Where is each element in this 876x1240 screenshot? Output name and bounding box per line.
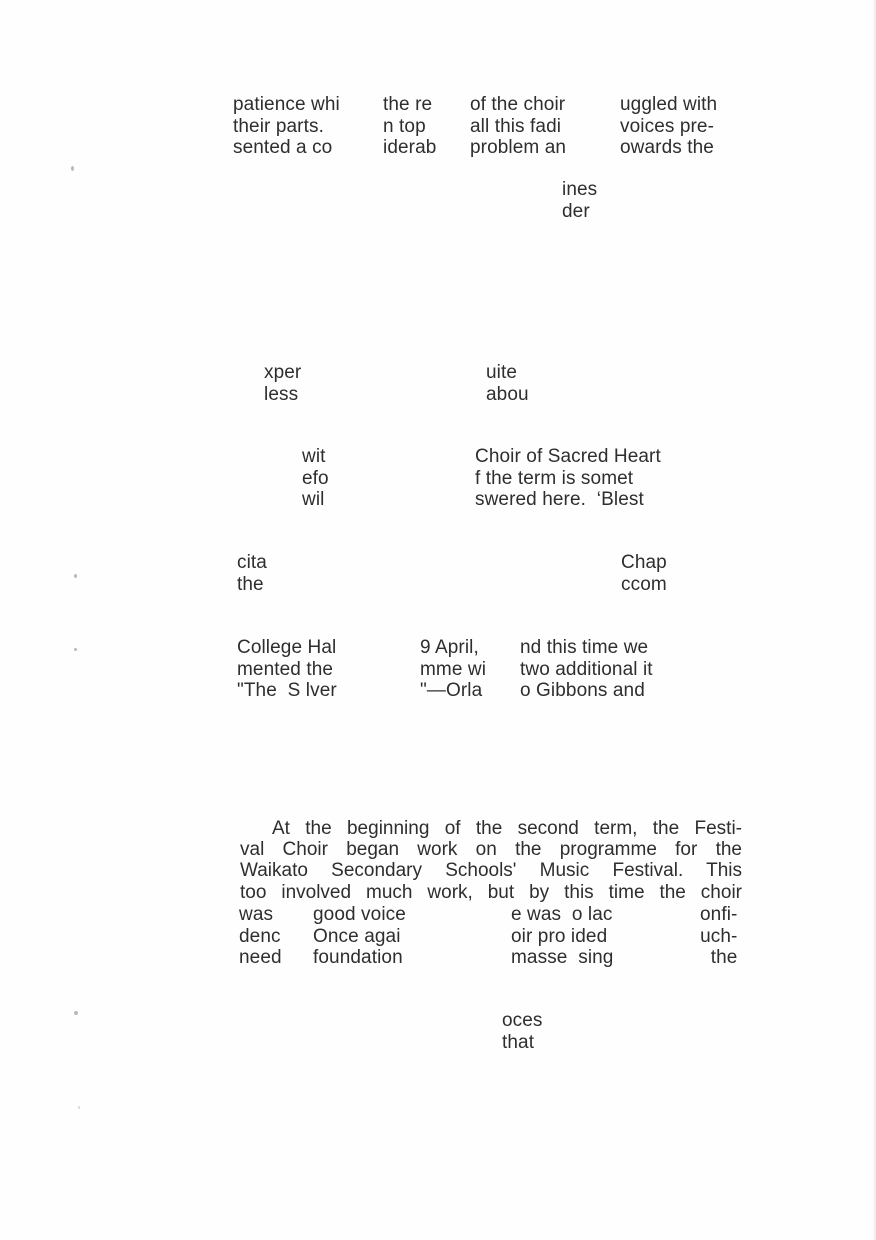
scan-speck [78, 1106, 80, 1109]
text-fragment: the re n top iderab [383, 94, 437, 158]
text-fragment: xper less [264, 362, 302, 405]
text-fragment: patience whi their parts. sented a co [233, 94, 340, 158]
text-fragment: Choir of Sacred Heart f the term is somet swered here. ‘Blest [475, 446, 661, 510]
text-fragment: Chap ccom [621, 552, 667, 595]
text-fragment: oces that [502, 1010, 543, 1053]
paragraph-line: Waikato Secondary Schools' Music Festival. This [240, 860, 742, 882]
paragraph-line: too involved much work, but by this time the choir [240, 881, 742, 903]
text-fragment: nd this time we two additional it o Gibbons and [520, 637, 653, 701]
text-fragment: uite abou [486, 362, 529, 405]
scan-speck [71, 166, 74, 171]
text-fragment: was denc need [239, 904, 282, 968]
text-fragment: 9 April, mme wi "—Orla [420, 637, 487, 701]
paragraph-line: val Choir began work on the programme for the [240, 839, 742, 861]
text-fragment: onfi- uch- the [700, 904, 738, 968]
scan-speck [74, 648, 77, 651]
text-fragment: uggled with voices pre- owards the [620, 94, 718, 158]
text-fragment: e was o lac oir pro ided masse sing [511, 904, 614, 968]
text-fragment: cita the [237, 552, 267, 595]
paragraph-line: At the beginning of the second term, the Festi- [272, 818, 742, 839]
text-fragment: of the choir all this fadi problem an [470, 94, 567, 158]
text-fragment: wit efo wil [302, 446, 329, 510]
text-fragment: College Hal mented the "The S lver [237, 637, 337, 701]
text-fragment: ines der [562, 179, 598, 222]
scan-speck [74, 1011, 78, 1015]
scan-speck [74, 574, 77, 578]
text-fragment: good voice Once agai foundation [313, 904, 406, 968]
body-paragraph [240, 818, 742, 903]
